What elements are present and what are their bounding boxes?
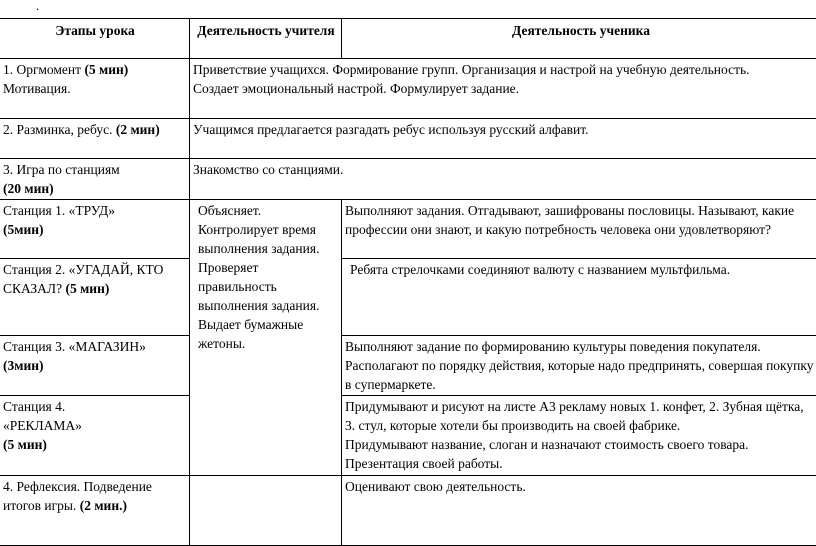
- student-cell: [342, 259, 816, 336]
- stage-text: Станция 3. «МАГАЗИН»: [3, 337, 187, 356]
- merged-activity-cell: [190, 119, 816, 159]
- stage-duration: (3мин): [3, 356, 187, 375]
- stage-text: 2. Разминка, ребус.: [3, 122, 116, 137]
- lesson-plan-table: [0, 18, 816, 546]
- stage-duration: (5 мин): [84, 62, 128, 77]
- activity-text: Учащимся предлагается разгадать ребус используя русский алфавит.: [193, 122, 588, 137]
- student-cell: [342, 200, 816, 259]
- student-text: Презентация своей работы.: [345, 454, 816, 473]
- merged-activity-cell: [190, 59, 816, 119]
- table-row: [0, 476, 816, 546]
- table-row: [0, 259, 816, 336]
- stage-duration: (5 мин): [65, 281, 109, 296]
- table-row: [0, 159, 816, 200]
- merged-activity-cell: [190, 159, 816, 200]
- stage-cell: [0, 59, 190, 119]
- table-row: [0, 59, 816, 119]
- table-row: [0, 119, 816, 159]
- stage-text: Станция 4. «РЕКЛАМА»: [3, 397, 103, 435]
- stage-cell: [0, 336, 190, 396]
- stage-cell: [0, 200, 190, 259]
- header-stage: Этапы урока: [0, 19, 190, 59]
- header-teacher: Деятельность учителя: [190, 19, 342, 59]
- stage-duration: (20 мин): [3, 179, 187, 198]
- stage-cell: [0, 476, 190, 546]
- stage-cell: [0, 119, 190, 159]
- student-text: Придумывают и рисуют на листе А3 рекламу новых 1. конфет, 2. Зубная щётка, 3. стул, которые хотели бы производить на своей фабрике.: [345, 397, 816, 435]
- stage-text: Станция 1. «ТРУД»: [3, 201, 187, 220]
- header-student: Деятельность ученика: [342, 19, 816, 59]
- stage-subtitle: Мотивация.: [3, 79, 187, 98]
- student-cell: [342, 476, 816, 546]
- stage-duration: (2 мин.): [80, 498, 127, 513]
- header-row: [0, 19, 816, 59]
- stage-text: 4. Рефлексия. Подведение итогов игры.: [3, 479, 152, 513]
- table-row: [0, 396, 816, 476]
- teacher-text: Объясняет. Контролирует время выполнения задания. Проверяет правильность выполнения задания. Выдает бумажные жетоны.: [198, 203, 319, 351]
- stage-cell: [0, 396, 190, 476]
- stage-duration: (2 мин): [116, 122, 160, 137]
- stage-duration: (5мин): [3, 220, 187, 239]
- table-row: [0, 336, 816, 396]
- student-text: Выполняют задание по формированию культуры поведения покупателя. Располагают по порядку действия, которые надо предпринять, совершая покупку в супермаркете.: [345, 339, 814, 392]
- student-text: Придумывают название, слоган и назначают стоимость своего товара.: [345, 435, 816, 454]
- student-text: Оценивают свою деятельность.: [345, 479, 526, 494]
- stage-cell: [0, 259, 190, 336]
- teacher-stations-cell: [190, 200, 342, 476]
- stage-text: Станция 2. «УГАДАЙ, КТО СКАЗАЛ?: [3, 262, 163, 296]
- stage-duration: (5 мин): [3, 435, 187, 454]
- activity-text: Создает эмоциональный настрой. Формулирует задание.: [193, 79, 816, 98]
- table-row: [0, 200, 816, 259]
- activity-text: Знакомство со станциями.: [193, 162, 343, 177]
- teacher-cell: [190, 476, 342, 546]
- stage-cell: [0, 159, 190, 200]
- student-text: Выполняют задания. Отгадывают, зашифрованы пословицы. Называют, какие профессии они знают, и какую потребность человека они удовлетворяют?: [345, 203, 794, 237]
- student-cell: [342, 396, 816, 476]
- student-cell: [342, 336, 816, 396]
- activity-text: Приветствие учащихся. Формирование групп. Организация и настрой на учебную деятельность.: [193, 60, 816, 79]
- stage-text: 3. Игра по станциям: [3, 160, 187, 179]
- page-mark: .: [36, 0, 39, 14]
- stage-text: 1. Оргмомент: [3, 62, 84, 77]
- student-text: Ребята стрелочками соединяют валюту с названием мультфильма.: [350, 262, 730, 277]
